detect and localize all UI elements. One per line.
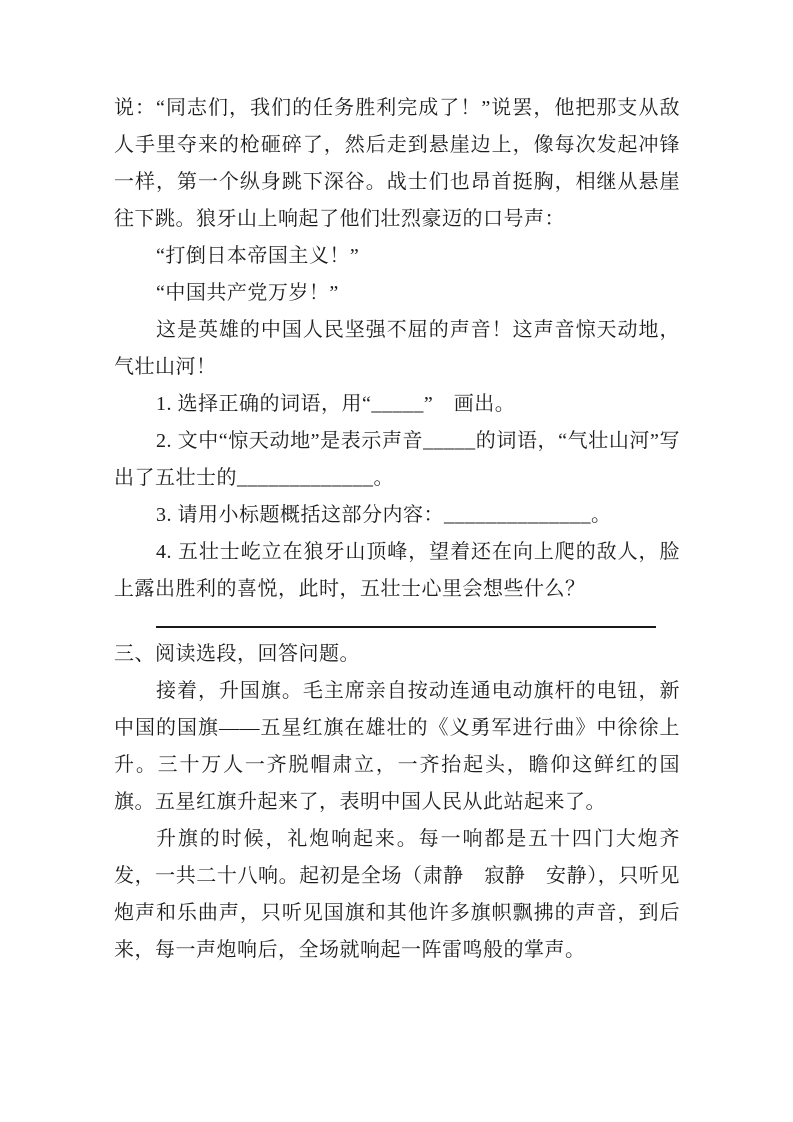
section-divider bbox=[156, 626, 656, 628]
worksheet-content bbox=[114, 90, 680, 969]
slogan-line: “打倒日本帝国主义！” bbox=[156, 245, 360, 267]
flag-raising-paragraph: 接着，升国旗。毛主席亲自按动连通电动旗杆的电钮，新中国的国旗——五星红旗在雄壮的《义勇军进行曲》中徐徐上升。三十万人一齐脱帽肃立，一齐抬起头，瞻仰这鲜红的国旗。五星红旗升起来了，表明中国人民从此站起来了。 bbox=[114, 680, 680, 813]
question-item-3: 3. 请用小标题概括这部分内容：______________。 bbox=[156, 504, 612, 526]
passage-paragraph: 这是英雄的中国人民坚强不屈的声音！这声音惊天动地，气壮山河！ bbox=[114, 319, 680, 378]
question-item-2: 2. 文中“惊天动地”是表示声音_____的词语，“气壮山河”写出了五壮士的_____________。 bbox=[114, 430, 680, 489]
question-item-1: 1. 选择正确的词语，用“_____” 画出。 bbox=[156, 393, 516, 415]
slogan-line: “中国共产党万岁！” bbox=[156, 282, 339, 304]
section-three-heading: 三、阅读选段，回答问题。 bbox=[114, 643, 360, 665]
question-item-4: 4. 五壮士屹立在狼牙山顶峰，望着还在向上爬的敌人，脸上露出胜利的喜悦，此时，五壮士心里会想些什么？ bbox=[114, 541, 680, 600]
salute-cannons-paragraph: 升旗的时候，礼炮响起来。每一响都是五十四门大炮齐发，一共二十八响。起初是全场（肃静 寂静 安静），只听见炮声和乐曲声，只听见国旗和其他许多旗帜飘拂的声音，到后来，每一声炮响后，全场就响起一阵雷鸣般的掌声。 bbox=[114, 828, 680, 961]
passage-paragraph: 说：“同志们，我们的任务胜利完成了！”说罢，他把那支从敌人手里夺来的枪砸碎了，然后走到悬崖边上，像每次发起冲锋一样，第一个纵身跳下深谷。战士们也昂首挺胸，相继从悬崖往下跳。狼牙山上响起了他们壮烈豪迈的口号声： bbox=[114, 97, 680, 230]
